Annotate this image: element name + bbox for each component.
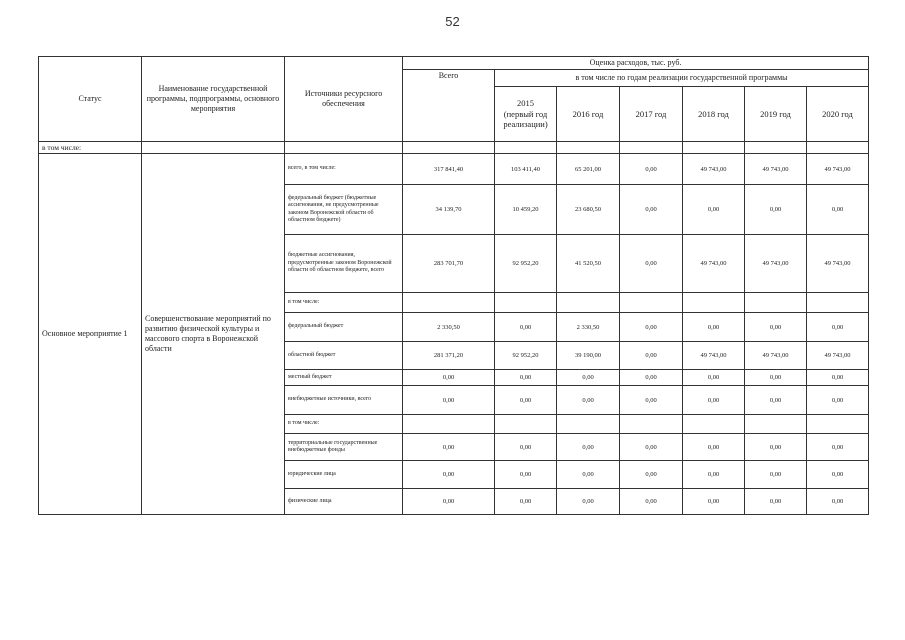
total-value-cell: 0,00 [403, 370, 495, 386]
year-value-cell: 103 411,40 [495, 154, 557, 185]
total-value-cell: 317 841,40 [403, 154, 495, 185]
header-year-0: 2015 (первый год реализации) [495, 87, 557, 142]
source-cell: юридические лица [285, 461, 403, 489]
source-cell: местный бюджет [285, 370, 403, 386]
header-year-2: 2017 год [620, 87, 683, 142]
table-row [39, 154, 869, 185]
header-year-4: 2019 год [745, 87, 807, 142]
status-cell: Основное мероприятие 1 [39, 154, 142, 515]
year-value-cell [807, 415, 869, 434]
year-value-cell: 10 459,20 [495, 185, 557, 235]
source-cell: в том числе: [285, 415, 403, 434]
year-value-cell: 0,00 [620, 235, 683, 293]
year-value-cell: 0,00 [620, 370, 683, 386]
header-by-years: в том числе по годам реализации государственной программы [495, 70, 869, 87]
year-value-cell: 0,00 [807, 313, 869, 342]
page-number: 52 [445, 14, 460, 29]
year-value-cell: 0,00 [620, 386, 683, 415]
year-value-cell: 0,00 [807, 370, 869, 386]
year-value-cell: 0,00 [620, 489, 683, 515]
source-cell: территориальные государственные внебюджетные фонды [285, 434, 403, 461]
year-value-cell: 23 680,50 [557, 185, 620, 235]
year-value-cell: 0,00 [745, 313, 807, 342]
year-value-cell [620, 415, 683, 434]
year-value-cell [620, 293, 683, 313]
year-value-cell [683, 415, 745, 434]
year-value-cell: 49 743,00 [683, 154, 745, 185]
year-value-cell: 0,00 [495, 489, 557, 515]
year-value-cell: 0,00 [557, 461, 620, 489]
year-value-cell: 0,00 [683, 313, 745, 342]
year-value-cell: 39 190,00 [557, 342, 620, 370]
year-value-cell [745, 415, 807, 434]
year-value-cell: 0,00 [557, 489, 620, 515]
year-value-cell: 49 743,00 [807, 235, 869, 293]
year-value-cell: 0,00 [807, 461, 869, 489]
header-year-5: 2020 год [807, 87, 869, 142]
header-status: Статус [39, 57, 142, 142]
year-value-cell: 0,00 [683, 489, 745, 515]
source-cell: федеральный бюджет [285, 313, 403, 342]
header-year-1: 2016 год [557, 87, 620, 142]
year-value-cell: 0,00 [620, 434, 683, 461]
year-value-cell: 92 952,20 [495, 235, 557, 293]
year-value-cell [807, 293, 869, 313]
total-value-cell [403, 293, 495, 313]
year-value-cell: 0,00 [807, 489, 869, 515]
total-value-cell: 283 701,70 [403, 235, 495, 293]
year-value-cell: 0,00 [495, 386, 557, 415]
year-value-cell: 0,00 [745, 386, 807, 415]
year-value-cell: 49 743,00 [807, 342, 869, 370]
year-value-cell: 0,00 [620, 154, 683, 185]
source-cell: всего, в том числе: [285, 154, 403, 185]
year-value-cell: 0,00 [683, 370, 745, 386]
source-cell: федеральный бюджет (бюджетные ассигнования, не предусмотренные законом Воронежской области об областном бюджете) [285, 185, 403, 235]
year-value-cell: 92 952,20 [495, 342, 557, 370]
year-value-cell [557, 415, 620, 434]
total-value-cell: 0,00 [403, 434, 495, 461]
year-value-cell: 0,00 [620, 313, 683, 342]
year-value-cell [495, 415, 557, 434]
year-value-cell: 0,00 [495, 461, 557, 489]
total-value-cell: 281 371,20 [403, 342, 495, 370]
year-value-cell: 0,00 [620, 342, 683, 370]
year-value-cell: 49 743,00 [807, 154, 869, 185]
year-value-cell: 65 201,00 [557, 154, 620, 185]
header-expenses: Оценка расходов, тыс. руб. [403, 57, 869, 70]
total-value-cell: 0,00 [403, 461, 495, 489]
year-value-cell: 0,00 [683, 386, 745, 415]
total-value-cell: 0,00 [403, 489, 495, 515]
total-value-cell [403, 415, 495, 434]
year-value-cell [745, 293, 807, 313]
year-value-cell: 2 330,50 [557, 313, 620, 342]
total-value-cell: 0,00 [403, 386, 495, 415]
source-cell: областной бюджет [285, 342, 403, 370]
year-value-cell: 0,00 [620, 185, 683, 235]
year-value-cell: 49 743,00 [683, 235, 745, 293]
source-cell: внебюджетные источники, всего [285, 386, 403, 415]
year-value-cell: 0,00 [683, 185, 745, 235]
source-cell: в том числе: [285, 293, 403, 313]
year-value-cell: 0,00 [745, 489, 807, 515]
budget-table [38, 56, 869, 515]
year-value-cell: 49 743,00 [745, 154, 807, 185]
source-cell: бюджетные ассигнования, предусмотренные законом Воронежской области об областном бюджете, всего [285, 235, 403, 293]
total-value-cell: 34 139,70 [403, 185, 495, 235]
year-value-cell [495, 293, 557, 313]
header-total: Всего [403, 70, 495, 142]
year-value-cell: 0,00 [807, 386, 869, 415]
subheader-in-total: в том числе: [39, 142, 142, 154]
year-value-cell [557, 293, 620, 313]
year-value-cell: 0,00 [745, 434, 807, 461]
header-name: Наименование государственной программы, подпрограммы, основного мероприятия [142, 57, 285, 142]
year-value-cell: 49 743,00 [683, 342, 745, 370]
header-year-3: 2018 год [683, 87, 745, 142]
year-value-cell: 0,00 [620, 461, 683, 489]
year-value-cell: 0,00 [683, 461, 745, 489]
year-value-cell: 0,00 [495, 313, 557, 342]
header-sources: Источники ресурсного обеспечения [285, 57, 403, 142]
year-value-cell: 0,00 [557, 386, 620, 415]
total-value-cell: 2 330,50 [403, 313, 495, 342]
year-value-cell: 49 743,00 [745, 342, 807, 370]
year-value-cell: 0,00 [745, 461, 807, 489]
year-value-cell [683, 293, 745, 313]
year-value-cell: 0,00 [495, 434, 557, 461]
year-value-cell: 0,00 [683, 434, 745, 461]
year-value-cell: 41 520,50 [557, 235, 620, 293]
year-value-cell: 0,00 [495, 370, 557, 386]
year-value-cell: 49 743,00 [745, 235, 807, 293]
year-value-cell: 0,00 [745, 370, 807, 386]
year-value-cell: 0,00 [807, 185, 869, 235]
year-value-cell: 0,00 [557, 370, 620, 386]
year-value-cell: 0,00 [745, 185, 807, 235]
year-value-cell: 0,00 [557, 434, 620, 461]
source-cell: физические лица [285, 489, 403, 515]
measure-title-cell: Совершенствование мероприятий по развитию физической культуры и массового спорта в Воронежской области [142, 154, 285, 515]
year-value-cell: 0,00 [807, 434, 869, 461]
